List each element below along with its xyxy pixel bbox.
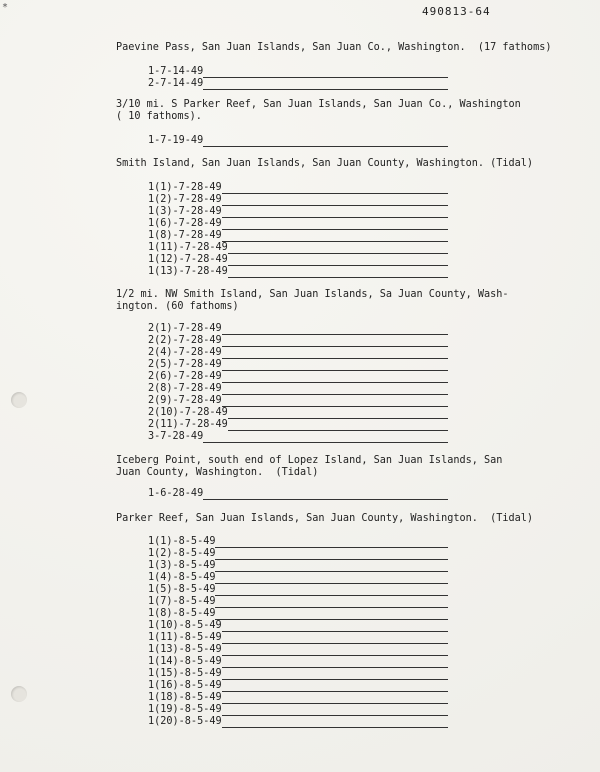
location-heading: Parker Reef, San Juan Islands, San Juan County, Washington. (Tidal) — [116, 513, 534, 524]
location-heading: 3/10 mi. S Parker Reef, San Juan Islands, San Juan Co., Washington ( 10 fathoms). — [116, 99, 521, 122]
entry-label: 2(10)-7-28-49 — [148, 407, 228, 418]
entry-line — [222, 232, 448, 242]
entry-label: 1-7-14-49 — [148, 66, 204, 77]
corner-mark: * — [2, 2, 9, 13]
entry-row — [148, 584, 448, 596]
entry-line — [222, 184, 448, 194]
entry-label: 1(7)-8-5-49 — [148, 596, 216, 607]
entry-list — [148, 135, 448, 147]
entry-label: 2(1)-7-28-49 — [148, 323, 222, 334]
entry-row — [148, 560, 448, 572]
entry-line — [222, 349, 448, 359]
entry-row — [148, 218, 448, 230]
entry-row — [148, 536, 448, 548]
entry-label: 1(20)-8-5-49 — [148, 716, 222, 727]
entry-row — [148, 135, 448, 147]
punch-hole — [11, 392, 27, 408]
entry-line — [215, 610, 448, 620]
entry-list — [148, 536, 448, 728]
entry-label: 1(2)-7-28-49 — [148, 194, 222, 205]
entry-row — [148, 230, 448, 242]
entry-row — [148, 620, 448, 632]
entry-label: 1-6-28-49 — [148, 488, 204, 499]
entry-label: 1(10)-8-5-49 — [148, 620, 222, 631]
entry-label: 2(2)-7-28-49 — [148, 335, 222, 346]
entry-line — [222, 208, 448, 218]
entry-line — [222, 196, 448, 206]
entry-line — [222, 325, 448, 335]
entry-row — [148, 704, 448, 716]
entry-line — [222, 220, 448, 230]
entry-list — [148, 323, 448, 443]
entry-row — [148, 716, 448, 728]
location-heading: Paevine Pass, San Juan Islands, San Juan Co., Washington. (17 fathoms) — [116, 42, 552, 53]
location-heading: 1/2 mi. NW Smith Island, San Juan Islands, Sa Juan County, Wash- ington. (60 fathoms) — [116, 289, 509, 312]
entry-label: 1(4)-8-5-49 — [148, 572, 216, 583]
entry-line — [222, 646, 448, 656]
entry-line — [222, 718, 448, 728]
entry-label: 1(11)-8-5-49 — [148, 632, 222, 643]
entry-label: 2(5)-7-28-49 — [148, 359, 222, 370]
entry-line — [222, 397, 448, 407]
entry-line — [222, 373, 448, 383]
entry-row — [148, 680, 448, 692]
entry-line — [203, 137, 448, 147]
entry-label: 3-7-28-49 — [148, 431, 204, 442]
entry-line — [203, 80, 448, 90]
entry-label: 1(3)-8-5-49 — [148, 560, 216, 571]
entry-row — [148, 182, 448, 194]
entry-row — [148, 692, 448, 704]
entry-row — [148, 206, 448, 218]
entry-row — [148, 395, 448, 407]
entry-label: 2-7-14-49 — [148, 78, 204, 89]
entry-row — [148, 78, 448, 90]
entry-label: 1(3)-7-28-49 — [148, 206, 222, 217]
entry-line — [222, 694, 448, 704]
entry-row — [148, 572, 448, 584]
entry-line — [215, 538, 448, 548]
entry-label: 1(16)-8-5-49 — [148, 680, 222, 691]
catalog-number: 490813-64 — [422, 5, 491, 18]
entry-line — [222, 670, 448, 680]
entry-row — [148, 407, 448, 419]
entry-label: 1(19)-8-5-49 — [148, 704, 222, 715]
location-heading: Iceberg Point, south end of Lopez Island, San Juan Islands, San Juan County, Washington. (Tidal) — [116, 455, 503, 478]
entry-line — [215, 586, 448, 596]
entry-label: 1(5)-8-5-49 — [148, 584, 216, 595]
entry-row — [148, 347, 448, 359]
entry-row — [148, 359, 448, 371]
entry-line — [222, 682, 448, 692]
entry-row — [148, 488, 448, 500]
location-heading: Smith Island, San Juan Islands, San Juan County, Washington. (Tidal) — [116, 158, 534, 169]
entry-label: 2(11)-7-28-49 — [148, 419, 228, 430]
entry-row — [148, 66, 448, 78]
entry-line — [215, 598, 448, 608]
entry-row — [148, 323, 448, 335]
entry-line — [203, 433, 448, 443]
entry-label: 1(13)-8-5-49 — [148, 644, 222, 655]
entry-label: 1(18)-8-5-49 — [148, 692, 222, 703]
entry-line — [222, 634, 448, 644]
entry-row — [148, 371, 448, 383]
entry-row — [148, 335, 448, 347]
entry-label: 2(8)-7-28-49 — [148, 383, 222, 394]
entry-label: 1-7-19-49 — [148, 135, 204, 146]
entry-line — [222, 658, 448, 668]
entry-label: 2(6)-7-28-49 — [148, 371, 222, 382]
entry-label: 1(15)-8-5-49 — [148, 668, 222, 679]
entry-row — [148, 254, 448, 266]
entry-label: 1(2)-8-5-49 — [148, 548, 216, 559]
entry-list — [148, 488, 448, 500]
entry-line — [228, 268, 448, 278]
entry-label: 1(8)-8-5-49 — [148, 608, 216, 619]
entry-list — [148, 182, 448, 278]
entry-row — [148, 194, 448, 206]
entry-row — [148, 668, 448, 680]
entry-line — [228, 244, 448, 254]
entry-line — [215, 550, 448, 560]
entry-label: 2(9)-7-28-49 — [148, 395, 222, 406]
entry-row — [148, 548, 448, 560]
entry-list — [148, 66, 448, 90]
entry-label: 1(12)-7-28-49 — [148, 254, 228, 265]
entry-label: 1(1)-8-5-49 — [148, 536, 216, 547]
entry-line — [222, 385, 448, 395]
entry-row — [148, 644, 448, 656]
entry-line — [228, 421, 448, 431]
entry-label: 1(14)-8-5-49 — [148, 656, 222, 667]
entry-label: 1(11)-7-28-49 — [148, 242, 228, 253]
entry-line — [228, 256, 448, 266]
entry-line — [203, 490, 448, 500]
entry-line — [215, 562, 448, 572]
entry-row — [148, 656, 448, 668]
entry-row — [148, 632, 448, 644]
entry-row — [148, 431, 448, 443]
entry-row — [148, 608, 448, 620]
entry-label: 1(1)-7-28-49 — [148, 182, 222, 193]
entry-line — [222, 706, 448, 716]
entry-label: 2(4)-7-28-49 — [148, 347, 222, 358]
entry-line — [222, 337, 448, 347]
entry-line — [222, 622, 448, 632]
entry-line — [222, 361, 448, 371]
entry-row — [148, 383, 448, 395]
punch-hole — [11, 686, 27, 702]
entry-row — [148, 596, 448, 608]
entry-row — [148, 266, 448, 278]
entry-label: 1(6)-7-28-49 — [148, 218, 222, 229]
entry-line — [215, 574, 448, 584]
entry-line — [228, 409, 448, 419]
entry-row — [148, 419, 448, 431]
entry-label: 1(13)-7-28-49 — [148, 266, 228, 277]
entry-label: 1(8)-7-28-49 — [148, 230, 222, 241]
entry-line — [203, 68, 448, 78]
entry-row — [148, 242, 448, 254]
